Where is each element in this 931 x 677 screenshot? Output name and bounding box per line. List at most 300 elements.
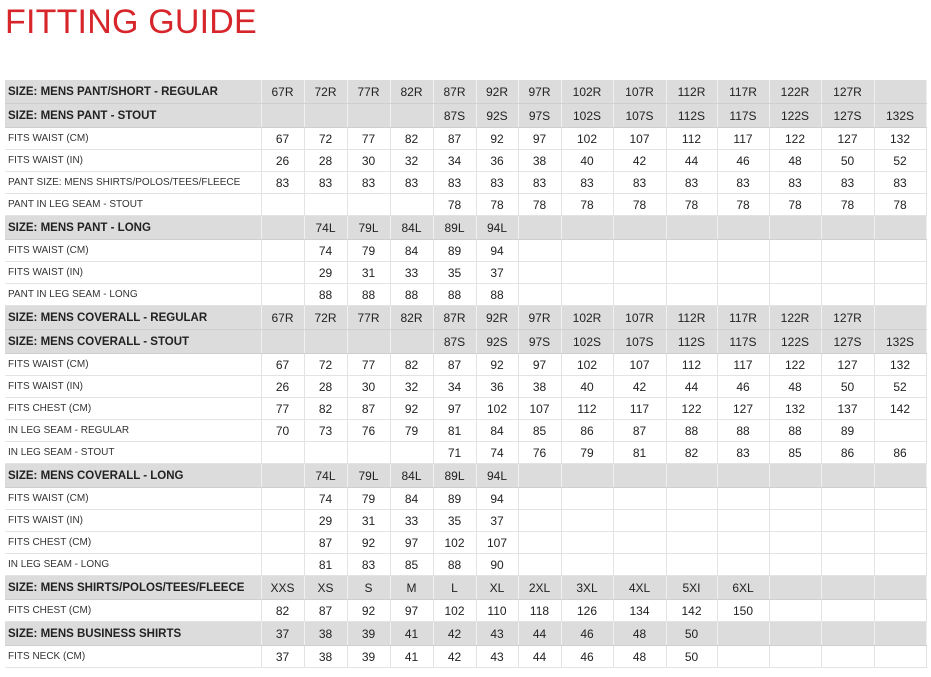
size-cell: 82R [390, 306, 433, 330]
measurement-cell [874, 510, 926, 532]
measurement-cell: 87 [613, 420, 666, 442]
size-cell: 112R [666, 306, 717, 330]
measurement-cell: 38 [304, 646, 347, 668]
size-cell [261, 216, 304, 240]
measurement-cell: 97 [433, 398, 476, 420]
measurement-cell: 83 [821, 172, 874, 194]
measurement-cell [821, 262, 874, 284]
size-cell: 41 [390, 622, 433, 646]
measurement-cell: 34 [433, 150, 476, 172]
measurement-cell: 36 [476, 376, 518, 398]
measurement-cell: 86 [874, 442, 926, 464]
size-row-label: SIZE: MENS SHIRTS/POLOS/TEES/FLEECE [5, 576, 261, 600]
measurement-cell: 50 [666, 646, 717, 668]
measurement-cell [613, 284, 666, 306]
measurement-cell: 76 [347, 420, 390, 442]
measurement-cell [390, 442, 433, 464]
measurement-cell: 40 [561, 376, 613, 398]
size-cell: M [390, 576, 433, 600]
size-cell: 107S [613, 104, 666, 128]
measurement-cell [518, 510, 561, 532]
size-cell [769, 464, 821, 488]
measurement-cell [518, 532, 561, 554]
size-cell: XL [476, 576, 518, 600]
measurement-cell: 37 [261, 646, 304, 668]
measurement-cell [390, 194, 433, 216]
measurement-cell: 83 [347, 172, 390, 194]
measurement-cell: 85 [390, 554, 433, 576]
size-header-row [5, 80, 926, 104]
measurement-cell [769, 600, 821, 622]
size-cell [874, 576, 926, 600]
size-cell: 122R [769, 306, 821, 330]
measurement-cell [613, 554, 666, 576]
measurement-cell: 110 [476, 600, 518, 622]
size-cell [518, 216, 561, 240]
measurement-cell: 78 [561, 194, 613, 216]
measurement-cell [717, 532, 769, 554]
measurement-cell: 117 [717, 128, 769, 150]
size-cell [666, 464, 717, 488]
size-cell: 89L [433, 464, 476, 488]
measurement-cell [821, 532, 874, 554]
measurement-cell: 41 [390, 646, 433, 668]
size-cell [561, 464, 613, 488]
measurement-cell [518, 262, 561, 284]
measurement-cell [347, 194, 390, 216]
measurement-cell [518, 554, 561, 576]
measurement-cell: 48 [769, 376, 821, 398]
size-cell: S [347, 576, 390, 600]
measurement-row [5, 510, 926, 532]
measurement-cell: 97 [518, 128, 561, 150]
measurement-cell: 87 [433, 128, 476, 150]
measurement-cell: 32 [390, 376, 433, 398]
measurement-row [5, 488, 926, 510]
size-cell: 117S [717, 330, 769, 354]
measurement-cell [561, 488, 613, 510]
measurement-cell: 83 [874, 172, 926, 194]
measurement-cell: 82 [666, 442, 717, 464]
size-header-row [5, 330, 926, 354]
size-cell: 117S [717, 104, 769, 128]
measurement-cell [717, 554, 769, 576]
measurement-cell: 72 [304, 354, 347, 376]
measurement-cell: 107 [476, 532, 518, 554]
measurement-label: IN LEG SEAM - STOUT [5, 442, 261, 464]
measurement-cell [666, 510, 717, 532]
measurement-cell: 78 [666, 194, 717, 216]
measurement-cell [613, 488, 666, 510]
size-cell: 132S [874, 104, 926, 128]
measurement-cell: 92 [476, 354, 518, 376]
measurement-cell: 90 [476, 554, 518, 576]
measurement-cell: 117 [613, 398, 666, 420]
measurement-label: FITS WAIST (IN) [5, 510, 261, 532]
measurement-cell [666, 488, 717, 510]
measurement-cell: 36 [476, 150, 518, 172]
measurement-cell: 35 [433, 262, 476, 284]
measurement-cell: 81 [613, 442, 666, 464]
measurement-cell: 48 [769, 150, 821, 172]
size-cell: XS [304, 576, 347, 600]
size-cell [821, 576, 874, 600]
fitting-guide-body [5, 80, 926, 668]
measurement-cell: 44 [666, 150, 717, 172]
measurement-cell: 50 [821, 376, 874, 398]
measurement-row [5, 376, 926, 398]
size-cell: 5XI [666, 576, 717, 600]
measurement-cell: 84 [390, 488, 433, 510]
measurement-cell: 78 [476, 194, 518, 216]
size-cell [347, 104, 390, 128]
measurement-cell: 78 [433, 194, 476, 216]
measurement-cell: 89 [433, 240, 476, 262]
measurement-cell: 86 [821, 442, 874, 464]
size-cell: 94L [476, 464, 518, 488]
measurement-cell: 79 [561, 442, 613, 464]
measurement-cell [874, 420, 926, 442]
measurement-cell: 31 [347, 262, 390, 284]
measurement-cell: 70 [261, 420, 304, 442]
measurement-cell [561, 240, 613, 262]
measurement-row [5, 128, 926, 150]
size-cell: 107R [613, 306, 666, 330]
measurement-cell: 112 [561, 398, 613, 420]
size-header-row [5, 464, 926, 488]
size-cell: 107R [613, 80, 666, 104]
measurement-cell: 26 [261, 150, 304, 172]
measurement-cell: 122 [666, 398, 717, 420]
measurement-row [5, 420, 926, 442]
measurement-cell: 42 [433, 646, 476, 668]
measurement-cell: 102 [476, 398, 518, 420]
measurement-label: IN LEG SEAM - LONG [5, 554, 261, 576]
size-cell: 127S [821, 330, 874, 354]
measurement-label: FITS NECK (CM) [5, 646, 261, 668]
measurement-cell: 74 [304, 488, 347, 510]
measurement-cell [261, 284, 304, 306]
measurement-cell: 102 [433, 532, 476, 554]
measurement-cell: 79 [347, 488, 390, 510]
measurement-row [5, 532, 926, 554]
measurement-cell: 84 [390, 240, 433, 262]
measurement-cell [874, 284, 926, 306]
measurement-cell: 127 [821, 354, 874, 376]
measurement-cell: 83 [717, 442, 769, 464]
size-cell [261, 330, 304, 354]
measurement-label: FITS WAIST (IN) [5, 376, 261, 398]
size-cell [874, 622, 926, 646]
measurement-cell: 30 [347, 376, 390, 398]
measurement-cell: 94 [476, 488, 518, 510]
size-cell: 67R [261, 80, 304, 104]
measurement-cell: 78 [717, 194, 769, 216]
measurement-cell: 42 [613, 376, 666, 398]
size-cell [717, 216, 769, 240]
measurement-cell: 78 [518, 194, 561, 216]
measurement-cell: 92 [347, 600, 390, 622]
size-cell [874, 306, 926, 330]
measurement-cell: 33 [390, 510, 433, 532]
size-cell: 102S [561, 104, 613, 128]
measurement-cell: 73 [304, 420, 347, 442]
measurement-cell: 30 [347, 150, 390, 172]
size-cell [769, 216, 821, 240]
measurement-cell: 78 [874, 194, 926, 216]
size-cell: 72R [304, 306, 347, 330]
measurement-label: PANT IN LEG SEAM - STOUT [5, 194, 261, 216]
measurement-cell: 79 [390, 420, 433, 442]
measurement-cell: 26 [261, 376, 304, 398]
measurement-cell [261, 194, 304, 216]
size-cell: 4XL [613, 576, 666, 600]
size-cell: 87R [433, 80, 476, 104]
measurement-cell: 142 [666, 600, 717, 622]
size-cell: 92R [476, 80, 518, 104]
measurement-cell: 50 [821, 150, 874, 172]
measurement-label: PANT SIZE: MENS SHIRTS/POLOS/TEES/FLEECE [5, 172, 261, 194]
size-cell: 94L [476, 216, 518, 240]
measurement-cell: 82 [261, 600, 304, 622]
size-cell: L [433, 576, 476, 600]
size-cell: 102R [561, 306, 613, 330]
measurement-cell [769, 262, 821, 284]
size-cell: 43 [476, 622, 518, 646]
measurement-cell [613, 510, 666, 532]
measurement-cell: 83 [561, 172, 613, 194]
size-header-row [5, 306, 926, 330]
measurement-cell [717, 646, 769, 668]
size-cell [390, 330, 433, 354]
measurement-cell: 92 [476, 128, 518, 150]
measurement-label: FITS CHEST (CM) [5, 398, 261, 420]
size-cell: 2XL [518, 576, 561, 600]
measurement-cell: 150 [717, 600, 769, 622]
measurement-cell: 78 [821, 194, 874, 216]
measurement-cell: 132 [874, 128, 926, 150]
size-cell: 46 [561, 622, 613, 646]
measurement-cell: 89 [821, 420, 874, 442]
measurement-cell: 82 [390, 128, 433, 150]
measurement-label: PANT IN LEG SEAM - LONG [5, 284, 261, 306]
measurement-cell [769, 240, 821, 262]
measurement-cell: 87 [304, 600, 347, 622]
measurement-cell: 81 [433, 420, 476, 442]
measurement-cell: 88 [717, 420, 769, 442]
size-cell: 107S [613, 330, 666, 354]
measurement-cell [304, 442, 347, 464]
size-cell: 48 [613, 622, 666, 646]
measurement-cell: 134 [613, 600, 666, 622]
measurement-row [5, 172, 926, 194]
measurement-cell [561, 554, 613, 576]
measurement-cell: 52 [874, 150, 926, 172]
size-cell: 112S [666, 104, 717, 128]
measurement-cell: 88 [390, 284, 433, 306]
measurement-cell: 107 [613, 354, 666, 376]
measurement-cell [666, 554, 717, 576]
measurement-cell: 88 [769, 420, 821, 442]
size-cell [261, 464, 304, 488]
measurement-label: FITS WAIST (CM) [5, 240, 261, 262]
size-cell: 38 [304, 622, 347, 646]
measurement-cell: 83 [613, 172, 666, 194]
measurement-cell: 35 [433, 510, 476, 532]
measurement-cell: 83 [717, 172, 769, 194]
size-cell: 102S [561, 330, 613, 354]
size-cell: 6XL [717, 576, 769, 600]
measurement-cell [874, 240, 926, 262]
measurement-cell: 112 [666, 354, 717, 376]
measurement-cell [561, 262, 613, 284]
measurement-cell: 78 [769, 194, 821, 216]
measurement-cell: 33 [390, 262, 433, 284]
size-cell: 74L [304, 464, 347, 488]
measurement-cell: 118 [518, 600, 561, 622]
size-header-row [5, 216, 926, 240]
measurement-cell: 78 [613, 194, 666, 216]
measurement-cell [666, 532, 717, 554]
measurement-cell: 37 [476, 510, 518, 532]
measurement-cell: 71 [433, 442, 476, 464]
measurement-cell: 85 [769, 442, 821, 464]
measurement-row [5, 600, 926, 622]
measurement-cell [561, 510, 613, 532]
measurement-cell [261, 532, 304, 554]
measurement-cell: 67 [261, 354, 304, 376]
measurement-cell [261, 262, 304, 284]
measurement-cell [347, 442, 390, 464]
measurement-row [5, 442, 926, 464]
size-cell: 77R [347, 306, 390, 330]
size-cell: 97R [518, 306, 561, 330]
size-cell: 87S [433, 330, 476, 354]
size-cell [304, 104, 347, 128]
size-cell: 77R [347, 80, 390, 104]
size-cell: 112R [666, 80, 717, 104]
measurement-cell: 83 [769, 172, 821, 194]
measurement-cell: 28 [304, 150, 347, 172]
measurement-cell: 48 [613, 646, 666, 668]
measurement-cell [561, 532, 613, 554]
size-cell: 97S [518, 330, 561, 354]
measurement-cell [261, 240, 304, 262]
measurement-cell: 31 [347, 510, 390, 532]
size-cell: 92S [476, 330, 518, 354]
measurement-cell: 29 [304, 510, 347, 532]
size-cell [874, 216, 926, 240]
size-cell [717, 464, 769, 488]
size-cell: 127R [821, 306, 874, 330]
size-cell: 79L [347, 464, 390, 488]
measurement-cell: 94 [476, 240, 518, 262]
size-cell [874, 80, 926, 104]
size-header-row [5, 104, 926, 128]
measurement-cell: 46 [717, 376, 769, 398]
measurement-cell: 88 [433, 284, 476, 306]
size-cell: 42 [433, 622, 476, 646]
measurement-cell: 127 [821, 128, 874, 150]
size-cell [561, 216, 613, 240]
measurement-label: IN LEG SEAM - REGULAR [5, 420, 261, 442]
measurement-cell: 46 [717, 150, 769, 172]
measurement-cell: 87 [304, 532, 347, 554]
measurement-cell: 83 [433, 172, 476, 194]
size-cell: 122R [769, 80, 821, 104]
measurement-cell [821, 240, 874, 262]
measurement-cell: 88 [666, 420, 717, 442]
size-cell: 97R [518, 80, 561, 104]
measurement-cell [874, 532, 926, 554]
size-cell [717, 622, 769, 646]
measurement-cell: 88 [476, 284, 518, 306]
size-cell: 79L [347, 216, 390, 240]
measurement-cell: 77 [347, 128, 390, 150]
page-title: FITTING GUIDE [5, 3, 257, 41]
size-cell: 3XL [561, 576, 613, 600]
size-cell [390, 104, 433, 128]
measurement-cell [518, 488, 561, 510]
measurement-cell [304, 194, 347, 216]
measurement-cell: 37 [476, 262, 518, 284]
size-cell: 102R [561, 80, 613, 104]
size-cell: 122S [769, 330, 821, 354]
measurement-cell: 83 [304, 172, 347, 194]
measurement-label: FITS WAIST (CM) [5, 488, 261, 510]
measurement-cell [874, 646, 926, 668]
measurement-cell [613, 532, 666, 554]
measurement-cell: 40 [561, 150, 613, 172]
measurement-label: FITS WAIST (CM) [5, 128, 261, 150]
measurement-cell: 87 [433, 354, 476, 376]
measurement-cell [769, 532, 821, 554]
measurement-row [5, 194, 926, 216]
measurement-cell: 97 [518, 354, 561, 376]
size-cell [347, 330, 390, 354]
measurement-cell [874, 554, 926, 576]
measurement-cell [769, 646, 821, 668]
measurement-cell: 132 [874, 354, 926, 376]
measurement-label: FITS WAIST (IN) [5, 150, 261, 172]
measurement-cell: 76 [518, 442, 561, 464]
measurement-label: FITS CHEST (CM) [5, 600, 261, 622]
measurement-cell: 127 [717, 398, 769, 420]
measurement-cell [874, 600, 926, 622]
measurement-cell: 83 [347, 554, 390, 576]
measurement-cell [717, 284, 769, 306]
size-cell: XXS [261, 576, 304, 600]
measurement-cell: 52 [874, 376, 926, 398]
measurement-cell: 97 [390, 532, 433, 554]
measurement-cell: 28 [304, 376, 347, 398]
measurement-cell [821, 488, 874, 510]
size-cell [821, 622, 874, 646]
measurement-cell [666, 284, 717, 306]
size-cell [613, 464, 666, 488]
measurement-cell: 77 [347, 354, 390, 376]
measurement-cell: 29 [304, 262, 347, 284]
measurement-cell: 126 [561, 600, 613, 622]
size-cell: 82R [390, 80, 433, 104]
measurement-cell [821, 600, 874, 622]
measurement-row [5, 398, 926, 420]
measurement-cell: 83 [390, 172, 433, 194]
measurement-cell: 132 [769, 398, 821, 420]
size-cell: 44 [518, 622, 561, 646]
measurement-row [5, 284, 926, 306]
fitting-guide-table [5, 80, 927, 668]
